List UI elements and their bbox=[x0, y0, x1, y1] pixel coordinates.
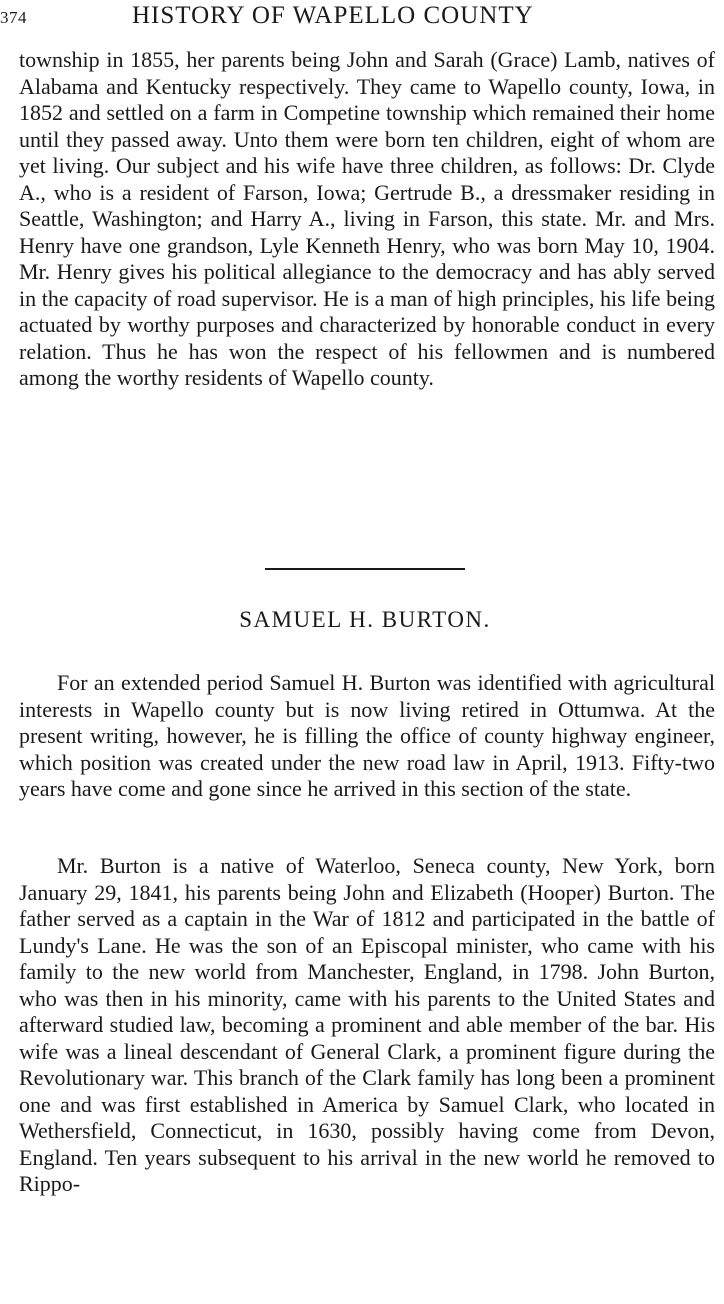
running-head: HISTORY OF WAPELLO COUNTY bbox=[132, 2, 534, 29]
paragraph-burton-family: Mr. Burton is a native of Waterloo, Seneca county, New York, born January 29, 1841, his parents being John and Elizabeth (Hooper) Burton. The father served as a captain in the War of 1812 and participated in the battle of Lundy's Lane. He was the son of an Episcopal minister, who came with his family to the new world from Manchester, England, in 1798. John Burton, who was then in his minority, came with his parents to the United States and afterward studied law, becoming a prominent and able member of the bar. His wife was a lineal descendant of General Clark, a prominent figure during the Revolutionary war. This branch of the Clark family has long been a prominent one and was first established in America by Samuel Clark, who located in Wethersfield, Connecticut, in 1630, possibly having come from Devon, England. Ten years subsequent to his arrival in the new world he removed to Rippo- bbox=[19, 853, 715, 1196]
page-header bbox=[0, 2, 724, 32]
paragraph-continued: township in 1855, her parents being John and Sarah (Grace) Lamb, natives of Alabama and Kentucky respectively. They came to Wapello county, Iowa, in 1852 and settled on a farm in Competine township which remained their home until they passed away. Unto them were born ten children, eight of whom are yet living. Our subject and his wife have three children, as follows: Dr. Clyde A., who is a resident of Farson, Iowa; Gertrude B., a dressmaker residing in Seattle, Washington; and Harry A., living in Farson, this state. Mr. and Mrs. Henry have one grandson, Lyle Kenneth Henry, who was born May 10, 1904. Mr. Henry gives his political allegiance to the democracy and has ably served in the capacity of road supervisor. He is a man of high principles, his life being actuated by worthy purposes and characterized by honorable conduct in every relation. Thus he has won the respect of his fellowmen and is numbered among the worthy residents of Wapello county. bbox=[19, 47, 715, 390]
page-number: 374 bbox=[0, 8, 27, 27]
paragraph-burton-intro: For an extended period Samuel H. Burton was identified with agricultural interests in Wapello county but is now living retired in Ottumwa. At the present writing, however, he is filling the office of county highway engineer, which position was created under the new road law in April, 1913. Fifty-two years have come and gone since he arrived in this section of the state. bbox=[19, 670, 715, 801]
section-title: SAMUEL H. BURTON. bbox=[239, 607, 491, 632]
section-divider bbox=[265, 568, 465, 570]
